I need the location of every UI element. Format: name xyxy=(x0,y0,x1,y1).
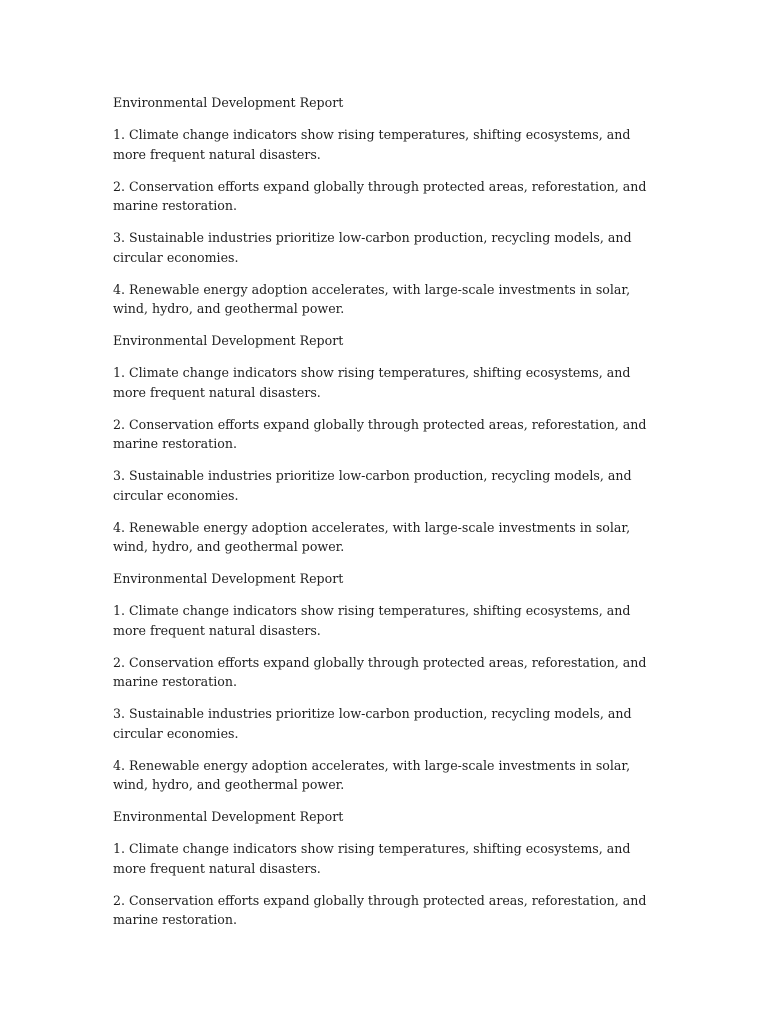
report-title: Environmental Development Report xyxy=(113,95,344,110)
list-item: 1. Climate change indicators show rising temperatures, shifting ecosystems, and more frequent natural disasters. xyxy=(113,365,631,400)
report-title: Environmental Development Report xyxy=(113,571,344,586)
list-item: 3. Sustainable industries prioritize low-carbon production, recycling models, and circular economies. xyxy=(113,706,632,741)
list-item: 1. Climate change indicators show rising temperatures, shifting ecosystems, and more frequent natural disasters. xyxy=(113,603,631,638)
document-body xyxy=(113,93,658,942)
list-item: 3. Sustainable industries prioritize low-carbon production, recycling models, and circular economies. xyxy=(113,468,632,503)
report-title: Environmental Development Report xyxy=(113,809,344,824)
list-item: 2. Conservation efforts expand globally through protected areas, reforestation, and marine restoration. xyxy=(113,892,647,927)
list-item: 2. Conservation efforts expand globally through protected areas, reforestation, and marine restoration. xyxy=(113,654,647,689)
list-item: 4. Renewable energy adoption accelerates, with large-scale investments in solar, wind, hydro, and geothermal power. xyxy=(113,757,631,792)
report-title: Environmental Development Report xyxy=(113,333,344,348)
list-item: 3. Sustainable industries prioritize low-carbon production, recycling models, and circular economies. xyxy=(113,230,632,265)
list-item: 1. Climate change indicators show rising temperatures, shifting ecosystems, and more frequent natural disasters. xyxy=(113,127,631,162)
list-item: 2. Conservation efforts expand globally through protected areas, reforestation, and marine restoration. xyxy=(113,178,647,213)
list-item: 4. Renewable energy adoption accelerates, with large-scale investments in solar, wind, hydro, and geothermal power. xyxy=(113,281,631,316)
list-item: 1. Climate change indicators show rising temperatures, shifting ecosystems, and more frequent natural disasters. xyxy=(113,841,631,876)
list-item: 2. Conservation efforts expand globally through protected areas, reforestation, and marine restoration. xyxy=(113,416,647,451)
list-item: 4. Renewable energy adoption accelerates, with large-scale investments in solar, wind, hydro, and geothermal power. xyxy=(113,519,631,554)
